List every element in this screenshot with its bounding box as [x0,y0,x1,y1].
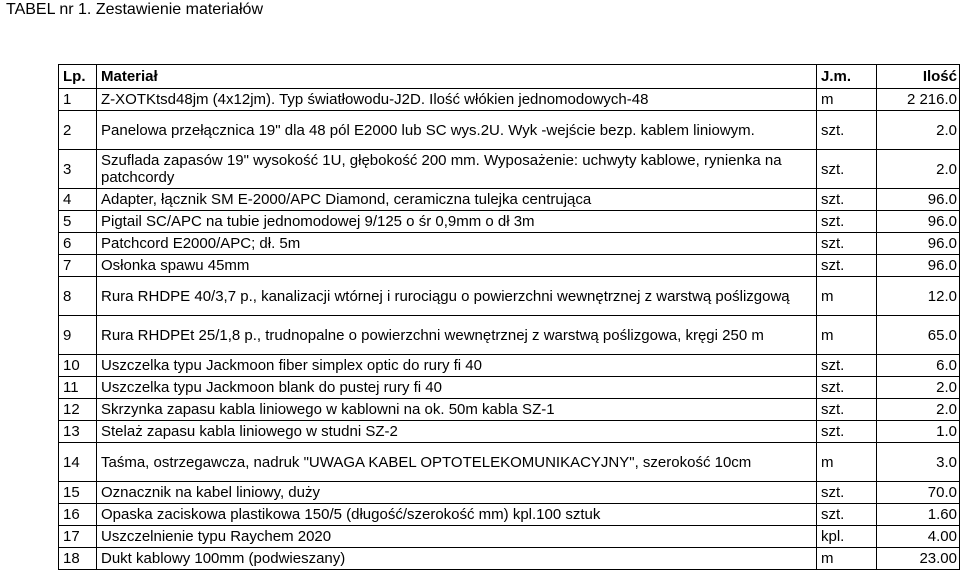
table-header-row [59,65,960,89]
table-row [59,482,960,504]
table-row [59,443,960,482]
table-row [59,277,960,316]
row-material: Adapter, łącznik SM E-2000/APC Diamond, ceramiczna tulejka centrująca [97,189,817,211]
row-lp: 10 [59,355,97,377]
table-row [59,504,960,526]
row-material: Szuflada zapasów 19" wysokość 1U, głębokość 200 mm. Wyposażenie: uchwyty kablowe, rynienka na patchcordy [97,150,817,189]
row-lp: 11 [59,377,97,399]
row-jm: szt. [817,211,877,233]
table-row [59,526,960,548]
row-material: Rura RHDPEt 25/1,8 p., trudnopalne o powierzchni wewnętrznej z warstwą poślizgowa, kręgi 250 m [97,316,817,355]
row-lp: 6 [59,233,97,255]
row-ilosc: 2 216.0 [877,89,960,111]
row-lp: 9 [59,316,97,355]
row-ilosc: 23.00 [877,548,960,570]
header-jm: J.m. [817,65,877,89]
table-row [59,111,960,150]
row-ilosc: 96.0 [877,233,960,255]
row-material: Pigtail SC/APC na tubie jednomodowej 9/125 o śr 0,9mm o dł 3m [97,211,817,233]
row-material: Uszczelka typu Jackmoon fiber simplex optic do rury fi 40 [97,355,817,377]
table-row [59,548,960,570]
table-row [59,421,960,443]
row-jm: szt. [817,255,877,277]
row-lp: 12 [59,399,97,421]
row-material: Opaska zaciskowa plastikowa 150/5 (długość/szerokość mm) kpl.100 sztuk [97,504,817,526]
row-lp: 15 [59,482,97,504]
row-lp: 13 [59,421,97,443]
row-jm: szt. [817,355,877,377]
row-ilosc: 96.0 [877,255,960,277]
row-ilosc: 2.0 [877,150,960,189]
row-ilosc: 12.0 [877,277,960,316]
row-jm: szt. [817,482,877,504]
row-ilosc: 65.0 [877,316,960,355]
header-ilosc: Ilość [877,65,960,89]
row-material: Dukt kablowy 100mm (podwieszany) [97,548,817,570]
row-material: Z-XOTKtsd48jm (4x12jm). Typ światłowodu-J2D. Ilość włókien jednomodowych-48 [97,89,817,111]
row-jm: m [817,277,877,316]
row-lp: 14 [59,443,97,482]
table-row [59,255,960,277]
row-jm: m [817,548,877,570]
row-ilosc: 3.0 [877,443,960,482]
table-row [59,150,960,189]
row-material: Taśma, ostrzegawcza, nadruk "UWAGA KABEL OPTOTELEKOMUNIKACYJNY", szerokość 10cm [97,443,817,482]
row-ilosc: 2.0 [877,111,960,150]
row-jm: szt. [817,421,877,443]
row-lp: 17 [59,526,97,548]
materials-table [58,64,960,570]
row-jm: kpl. [817,526,877,548]
row-ilosc: 1.60 [877,504,960,526]
row-lp: 1 [59,89,97,111]
row-lp: 4 [59,189,97,211]
header-lp: Lp. [59,65,97,89]
row-material: Oznacznik na kabel liniowy, duży [97,482,817,504]
row-material: Uszczelnienie typu Raychem 2020 [97,526,817,548]
row-jm: szt. [817,150,877,189]
table-row [59,355,960,377]
row-material: Panelowa przełącznica 19" dla 48 pól E2000 lub SC wys.2U. Wyk -wejście bezp. kablem liniowym. [97,111,817,150]
row-material: Rura RHDPE 40/3,7 p., kanalizacji wtórnej i rurociągu o powierzchni wewnętrznej z warstwą poślizgową [97,277,817,316]
row-ilosc: 6.0 [877,355,960,377]
table-row [59,316,960,355]
document-title: TABEL nr 1. Zestawienie materiałów [6,1,263,18]
row-jm: m [817,443,877,482]
row-ilosc: 70.0 [877,482,960,504]
row-lp: 2 [59,111,97,150]
row-jm: szt. [817,111,877,150]
header-material: Materiał [97,65,817,89]
row-ilosc: 4.00 [877,526,960,548]
row-jm: m [817,316,877,355]
table-row [59,233,960,255]
row-material: Osłonka spawu 45mm [97,255,817,277]
table-row [59,89,960,111]
row-ilosc: 96.0 [877,189,960,211]
row-jm: szt. [817,504,877,526]
row-jm: szt. [817,399,877,421]
row-jm: m [817,89,877,111]
row-lp: 8 [59,277,97,316]
row-material: Uszczelka typu Jackmoon blank do pustej rury fi 40 [97,377,817,399]
row-lp: 5 [59,211,97,233]
row-jm: szt. [817,189,877,211]
row-ilosc: 96.0 [877,211,960,233]
row-lp: 16 [59,504,97,526]
row-material: Stelaż zapasu kabla liniowego w studni SZ-2 [97,421,817,443]
row-jm: szt. [817,233,877,255]
row-ilosc: 2.0 [877,377,960,399]
row-lp: 7 [59,255,97,277]
row-ilosc: 1.0 [877,421,960,443]
table-row [59,399,960,421]
row-ilosc: 2.0 [877,399,960,421]
row-lp: 18 [59,548,97,570]
table-row [59,189,960,211]
row-material: Skrzynka zapasu kabla liniowego w kablowni na ok. 50m kabla SZ-1 [97,399,817,421]
table-row [59,211,960,233]
row-lp: 3 [59,150,97,189]
table-row [59,377,960,399]
row-material: Patchcord E2000/APC; dł. 5m [97,233,817,255]
row-jm: szt. [817,377,877,399]
